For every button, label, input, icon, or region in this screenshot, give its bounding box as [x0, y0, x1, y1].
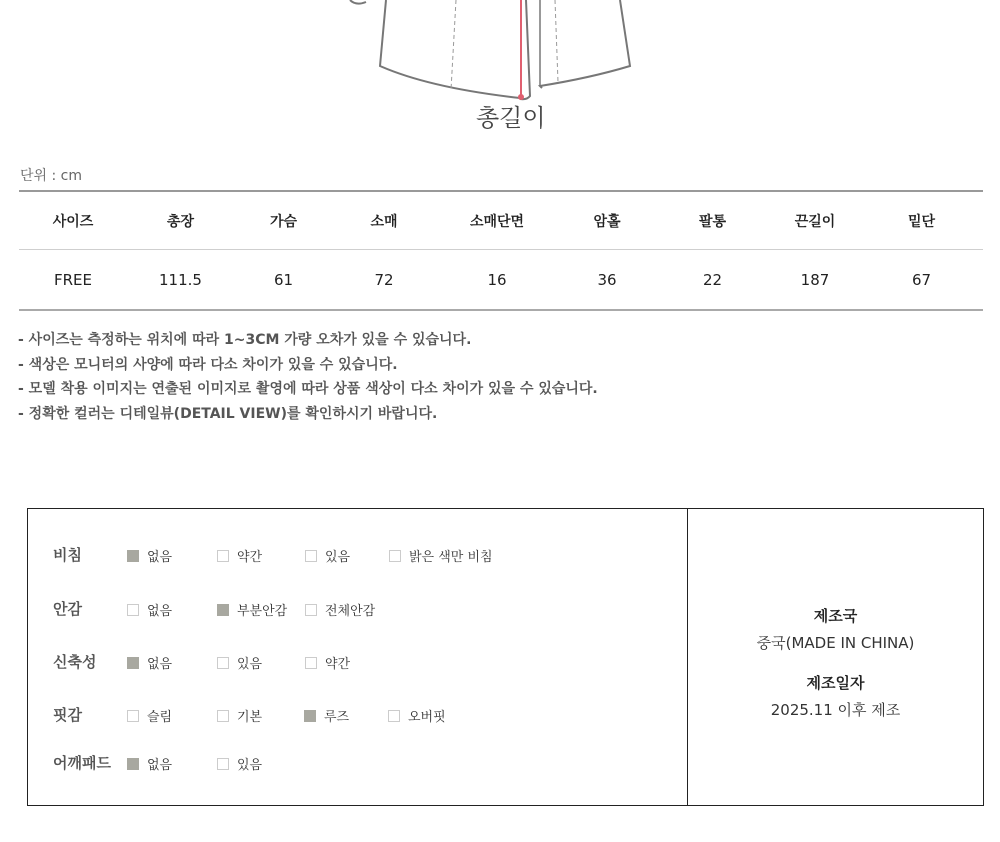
option-label: 없음 [147, 657, 173, 672]
option-fit-oversized [388, 706, 446, 725]
note-measurement-tolerance: - 사이즈는 측정하는 위치에 따라 1~3CM 가량 오차가 있을 수 있습니다. [18, 332, 472, 348]
cell-hem: 67 [911, 270, 932, 289]
checkbox-checked-icon [127, 657, 139, 669]
option-lining-none [127, 600, 172, 619]
seam-line-left [451, 0, 456, 90]
checkbox-empty-icon [388, 710, 400, 722]
header-strap-length: 끈길이 [770, 191, 860, 250]
checkbox-empty-icon [127, 604, 139, 616]
option-lining-full [305, 600, 375, 619]
header-total-length: 총장 [127, 191, 234, 250]
option-label: 슬림 [147, 710, 173, 725]
box-divider [687, 509, 688, 805]
checkbox-empty-icon [305, 550, 317, 562]
option-label: 있음 [237, 657, 263, 672]
header-armhole: 암홀 [559, 191, 655, 250]
cell-sleeve-opening: 16 [487, 270, 507, 289]
option-label: 기본 [237, 710, 263, 725]
option-label: 있음 [325, 550, 351, 565]
checkbox-checked-icon [127, 758, 139, 770]
attr-label-lining: 안감 [53, 600, 82, 618]
checkbox-empty-icon [305, 604, 317, 616]
option-label: 약간 [237, 550, 263, 565]
header-sleeve-opening: 소매단면 [435, 191, 559, 250]
seam-line-right [555, 0, 558, 82]
option-sheerness-slight [217, 546, 262, 565]
option-shoulder-pad-none [127, 754, 172, 773]
product-info-box [27, 508, 984, 806]
checkbox-checked-icon [304, 710, 316, 722]
option-label: 전체안감 [325, 604, 376, 619]
cell-strap-length: 187 [800, 270, 830, 289]
header-sleeve: 소매 [333, 191, 435, 250]
option-fit-regular [217, 706, 262, 725]
country-heading: 제조국 [813, 607, 858, 625]
option-label: 없음 [147, 550, 173, 565]
size-table [19, 190, 983, 311]
option-sheerness-yes [305, 546, 350, 565]
cell-chest: 61 [273, 270, 294, 289]
date-heading: 제조일자 [806, 674, 865, 692]
option-fit-loose [304, 706, 349, 725]
note-detail-view: - 정확한 컬러는 디테일뷰(DETAIL VIEW)를 확인하시기 바랍니다. [18, 405, 438, 422]
note-model-image: - 모델 착용 이미지는 연출된 이미지로 촬영에 따라 상품 색상이 다소 차이가 있을 수 있습니다. [18, 381, 598, 397]
size-notes [18, 330, 598, 428]
header-hem: 밑단 [860, 191, 983, 250]
garment-outline-right [540, 0, 630, 88]
option-label: 루즈 [324, 710, 350, 725]
cell-sleeve: 72 [374, 270, 394, 289]
checkbox-empty-icon [127, 710, 139, 722]
attr-label-sheerness: 비침 [53, 546, 82, 564]
option-label: 있음 [237, 758, 263, 773]
attr-label-fit: 핏감 [53, 706, 82, 724]
cell-size: FREE [53, 270, 92, 289]
option-label: 없음 [147, 758, 173, 773]
checkbox-empty-icon [217, 758, 229, 770]
checkbox-empty-icon [389, 550, 401, 562]
option-label: 부분안감 [237, 604, 288, 619]
cell-armhole: 36 [597, 270, 617, 289]
option-label: 없음 [147, 604, 173, 619]
size-table-row [19, 250, 983, 311]
checkbox-empty-icon [305, 657, 317, 669]
header-upper-arm: 팔통 [655, 191, 770, 250]
checkbox-checked-icon [217, 604, 229, 616]
option-label: 밝은 색만 비침 [409, 550, 493, 565]
unit-label: 단위 : cm [20, 168, 83, 184]
option-lining-partial [217, 600, 287, 619]
checkbox-empty-icon [217, 657, 229, 669]
checkbox-empty-icon [217, 550, 229, 562]
header-chest: 가슴 [234, 191, 333, 250]
date-value: 2025.11 이후 제조 [770, 701, 901, 719]
option-stretch-none [127, 653, 172, 672]
total-length-label: 총길이 [476, 104, 546, 132]
garment-outline-left [380, 0, 520, 98]
option-fit-slim [127, 706, 172, 725]
collar-edge [350, 0, 366, 4]
option-shoulder-pad-yes [217, 754, 262, 773]
option-sheerness-none [127, 546, 172, 565]
option-label: 약간 [325, 657, 351, 672]
checkbox-checked-icon [127, 550, 139, 562]
option-label: 오버핏 [408, 710, 446, 725]
option-stretch-slight [305, 653, 350, 672]
attr-label-stretch: 신축성 [53, 653, 97, 671]
checkbox-empty-icon [217, 710, 229, 722]
cell-total-length: 111.5 [159, 270, 202, 289]
header-size: 사이즈 [19, 191, 127, 250]
option-sheerness-light-colors [389, 546, 493, 565]
size-table-header-row [19, 191, 983, 250]
country-value: 중국(MADE IN CHINA) [756, 634, 915, 652]
note-monitor-color: - 색상은 모니터의 사양에 따라 다소 차이가 있을 수 있습니다. [18, 356, 398, 373]
attr-label-shoulder-pad: 어깨패드 [53, 754, 111, 772]
option-stretch-yes [217, 653, 262, 672]
cell-upper-arm: 22 [702, 270, 723, 289]
